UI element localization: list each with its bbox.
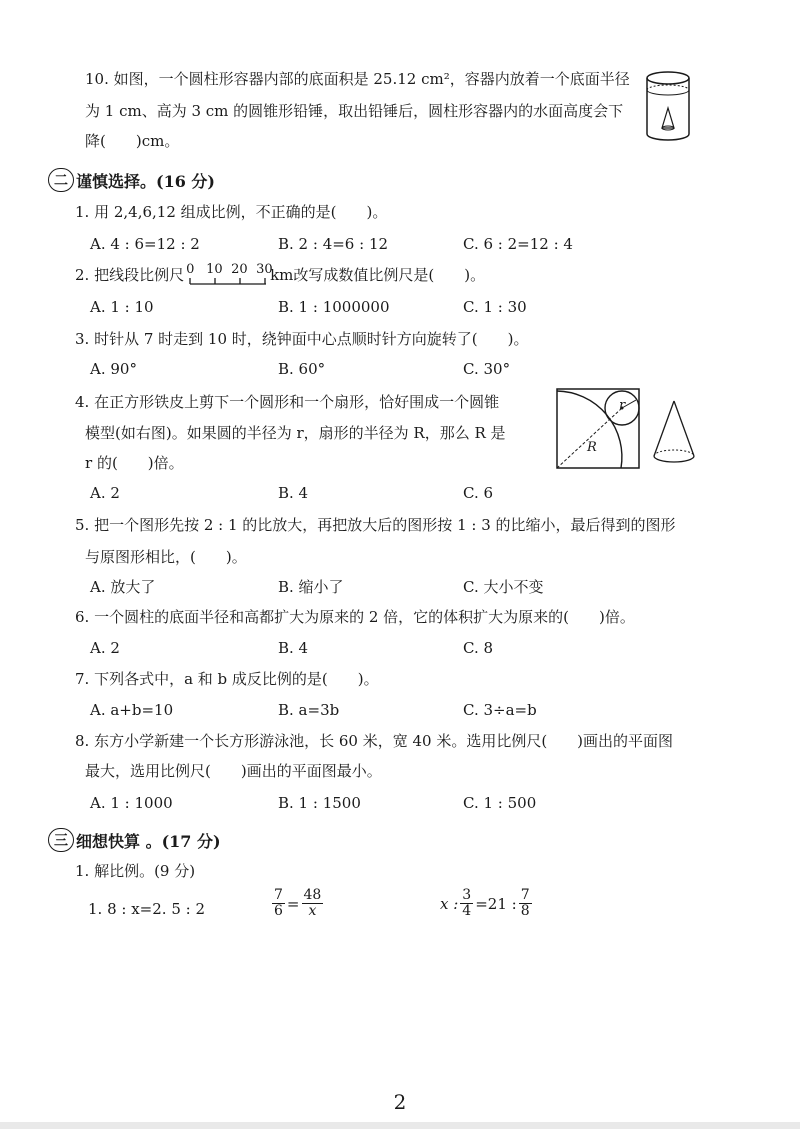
figure-label-R: R (587, 440, 597, 455)
cone-figure (651, 398, 697, 468)
choice4-option-b[interactable]: B. 4 (278, 484, 309, 502)
choice5-question-line1: 5. 把一个图形先按 2 : 1 的比放大，再把放大后的图形按 1 : 3 的比缩小，最后得到的图形 (75, 516, 676, 534)
fraction: $\frac{7}{8}$ (520, 887, 530, 919)
choice5-option-b[interactable]: B. 缩小了 (278, 578, 344, 596)
choice6-option-b[interactable]: B. 4 (278, 639, 309, 657)
choice5-option-c[interactable]: C. 大小不变 (463, 578, 544, 596)
choice2-question: 2. 把线段比例尺 0 10 20 30 km改写成数值比例尺是( )。 (75, 264, 485, 287)
section-two-heading (48, 168, 215, 192)
choice3-option-b[interactable]: B. 60° (278, 360, 326, 378)
q10-line3: 降( )cm。 (85, 132, 180, 150)
choice4-question-line2: 模型(如右图)。如果圆的半径为 r，扇形的半径为 R，那么 R 是 (85, 424, 506, 442)
choice7-option-a[interactable]: A. a+b=10 (90, 701, 174, 719)
scale-tick-label: 30 (256, 262, 273, 277)
choice7-option-c[interactable]: C. 3÷a=b (463, 701, 537, 719)
equation-1: 1. 8 : x=2. 5 : 2 (88, 900, 205, 918)
fraction: $\frac{7}{6}$ (274, 887, 283, 919)
square-sector-circle-figure (556, 388, 642, 470)
choice2-option-b[interactable]: B. 1 : 1000000 (278, 298, 390, 316)
scale-tick-label: 20 (231, 262, 248, 277)
section-title: 谨慎选择。(16 分) (76, 171, 215, 191)
choice4-option-a[interactable]: A. 2 (90, 484, 120, 502)
choice8-question-line2: 最大，选用比例尺( )画出的平面图最小。 (85, 762, 382, 780)
cylinder-cone-figure (642, 68, 694, 144)
choice4-question-line3: r 的( )倍。 (85, 454, 184, 472)
fraction: $\frac{3}{4}$ (462, 887, 472, 919)
choice6-question: 6. 一个圆柱的底面半径和高都扩大为原来的 2 倍，它的体积扩大为原来的( )倍。 (75, 608, 635, 626)
choice6-option-c[interactable]: C. 8 (463, 639, 494, 657)
choice7-question: 7. 下列各式中，a 和 b 成反比例的是( )。 (75, 670, 379, 688)
scale-tick-label: 10 (206, 262, 223, 277)
choice1-option-a[interactable]: A. 4 : 6=12 : 2 (90, 235, 200, 253)
calc-sub1-heading: 1. 解比例。(9 分) (75, 862, 196, 880)
choice1-option-b[interactable]: B. 2 : 4=6 : 12 (278, 235, 389, 253)
section-number-icon: 二 (48, 168, 74, 192)
section-number-icon: 三 (48, 828, 74, 852)
choice8-option-a[interactable]: A. 1 : 1000 (90, 794, 173, 812)
choice4-question-line1: 4. 在正方形铁皮上剪下一个圆形和一个扇形，恰好围成一个圆锥 (75, 393, 500, 411)
choice2-option-c[interactable]: C. 1 : 30 (463, 298, 527, 316)
scale-tick-label: 0 (186, 262, 195, 277)
bottom-edge (0, 1122, 800, 1129)
choice8-option-b[interactable]: B. 1 : 1500 (278, 794, 361, 812)
page-number: 2 (393, 1090, 407, 1114)
q10-line2: 为 1 cm、高为 3 cm 的圆锥形铅锤，取出铅锤后，圆柱形容器内的水面高度会下 (85, 102, 624, 120)
equation-2: $\frac{7}{6}$ = $\frac{48}{x}$ (274, 887, 322, 919)
section-three-heading (48, 828, 221, 852)
choice3-option-a[interactable]: A. 90° (90, 360, 137, 378)
choice4-option-c[interactable]: C. 6 (463, 484, 494, 502)
choice3-option-c[interactable]: C. 30° (463, 360, 511, 378)
choice5-question-line2: 与原图形相比，( )。 (85, 548, 247, 566)
q10-line1: 10. 如图，一个圆柱形容器内部的底面积是 25.12 cm²，容器内放着一个底面半径 (85, 70, 630, 88)
choice8-question-line1: 8. 东方小学新建一个长方形游泳池，长 60 米，宽 40 米。选用比例尺( )画出的平面图 (75, 732, 674, 750)
choice3-question: 3. 时针从 7 时走到 10 时，绕钟面中心点顺时针方向旋转了( )。 (75, 330, 529, 348)
fraction: $\frac{48}{x}$ (303, 887, 322, 919)
line-scale-figure (184, 262, 273, 287)
choice7-option-b[interactable]: B. a=3b (278, 701, 340, 719)
equation-3: x : $\frac{3}{4}$ =21 : $\frac{7}{8}$ (440, 887, 530, 919)
choice5-option-a[interactable]: A. 放大了 (90, 578, 156, 596)
choice8-option-c[interactable]: C. 1 : 500 (463, 794, 537, 812)
choice1-option-c[interactable]: C. 6 : 2=12 : 4 (463, 235, 573, 253)
choice2-option-a[interactable]: A. 1 : 10 (90, 298, 154, 316)
choice6-option-a[interactable]: A. 2 (90, 639, 120, 657)
section-title: 细想快算 。(17 分) (76, 831, 221, 851)
choice1-question: 1. 用 2,4,6,12 组成比例，不正确的是( )。 (75, 203, 388, 221)
figure-label-r: r (619, 398, 626, 413)
